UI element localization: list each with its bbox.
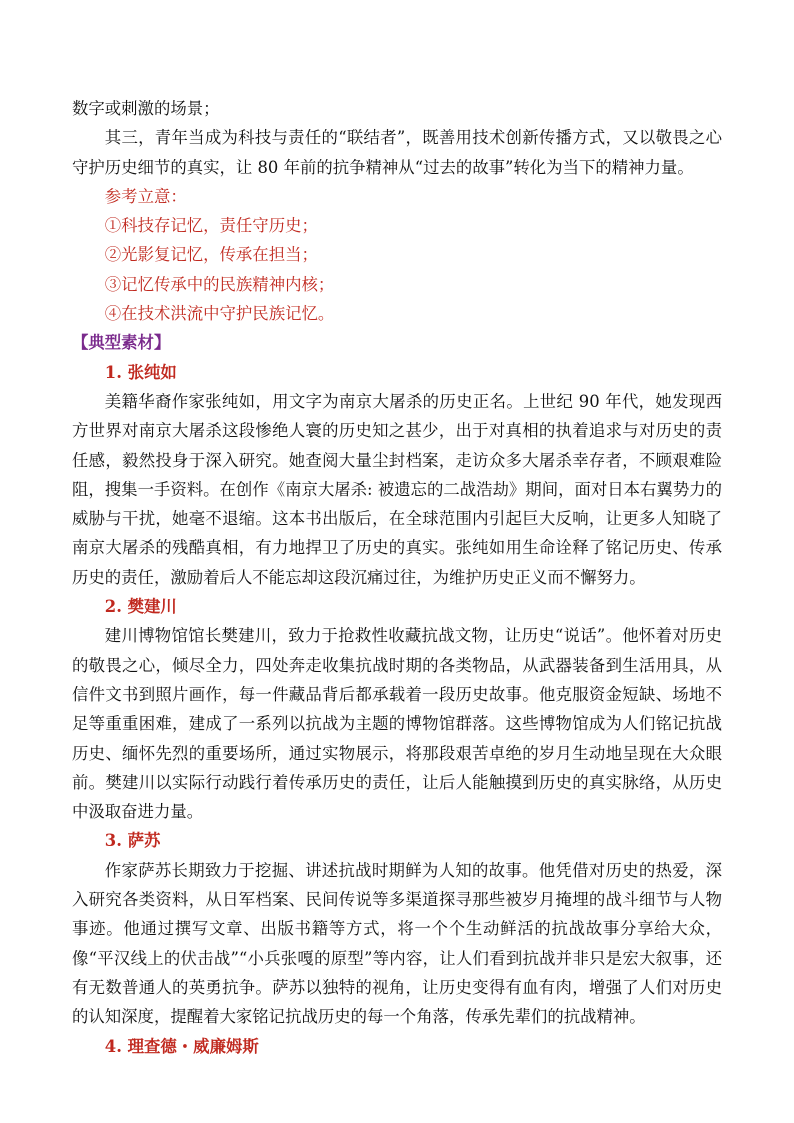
material-heading: 4. 理查德・威廉姆斯 — [104, 1036, 259, 1056]
reference-item: ③记忆传承中的民族精神内核； — [104, 274, 335, 294]
reference-item: ②光影复记忆，传承在担当； — [104, 245, 318, 265]
intro-line: 数字或刺激的场景； — [72, 99, 220, 118]
material-text: 建川博物馆馆长樊建川，致力于抢救性收藏抗战文物，让历史“说话”。他怀着对历史的敬畏之心，倾尽全力，四处奔走收集抗战时期的各类物品，从武器装备到生活用具，从信件文书到照片画作，每一件藏品背后都承载着一段历史故事。他克服资金短缺、场地不足等重重困难，建成了一系列以抗战为主题的博物馆群落。这些博物馆成为人们铭记抗战历史、缅怀先烈的重要场所，通过实物展示，将那段艰苦卓绝的岁月生动地呈现在大众眼前。樊建川以实际行动践行着传承历史的责任，让后人能触摸到历史的真实脉络，从历史中汲取奋进力量。 — [72, 626, 722, 822]
material-text: 美籍华裔作家张纯如，用文字为南京大屠杀的历史正名。上世纪 90 年代，她发现西方世界对南京大屠杀这段惨绝人寰的历史知之甚少，出于对真相的执着追求与对历史的责任感，毅然投身于深入研究。她查阅大量尘封档案，走访众多大屠杀幸存者，不顾艰难险阻，搜集一手资料。在创作《南京大屠杀: 被遗忘的二战浩劫》期间，面对日本右翼势力的威胁与干扰，她毫不退缩。这本书出版后，在全球范围内引起巨大反响，让更多人知晓了南京大屠杀的残酷真相，有力地捍卫了历史的真实。张纯如用生命诠释了铭记历史、传承历史的责任，激励着后人不能忘却这段沉痛过往，为维护历史正义而不懈努力。 — [72, 391, 722, 587]
intro-paragraph: 其三，青年当成为科技与责任的“联结者”，既善用技术创新传播方式，又以敬畏之心守护历史细节的真实，让 80 年前的抗争精神从“过去的故事”转化为当下的精神力量。 — [72, 128, 722, 177]
material-heading: 1. 张纯如 — [104, 362, 177, 382]
material-text: 作家萨苏长期致力于挖掘、讲述抗战时期鲜为人知的故事。他凭借对历史的热爱，深入研究各类资料，从日军档案、民间传说等多渠道探寻那些被岁月掩埋的战斗细节与人物事迹。他通过撰写文章、出版书籍等方式，将一个个生动鲜活的抗战故事分享给大众，像“平汉线上的伏击战”“小兵张嘎的原型”等内容，让人们看到抗战并非只是宏大叙事，还有无数普通人的英勇抗争。萨苏以独特的视角，让历史变得有血有肉，增强了人们对历史的认知深度，提醒着大家铭记抗战历史的每一个角落，传承先辈们的抗战精神。 — [72, 860, 722, 1027]
material-heading: 2. 樊建川 — [104, 597, 177, 617]
reference-title: 参考立意： — [104, 186, 187, 206]
material-heading: 3. 萨苏 — [104, 831, 161, 851]
reference-item: ①科技存记忆，责任守历史； — [104, 216, 318, 236]
reference-item: ④在技术洪流中守护民族记忆。 — [104, 304, 335, 324]
section-title: 【典型素材】 — [72, 333, 171, 353]
